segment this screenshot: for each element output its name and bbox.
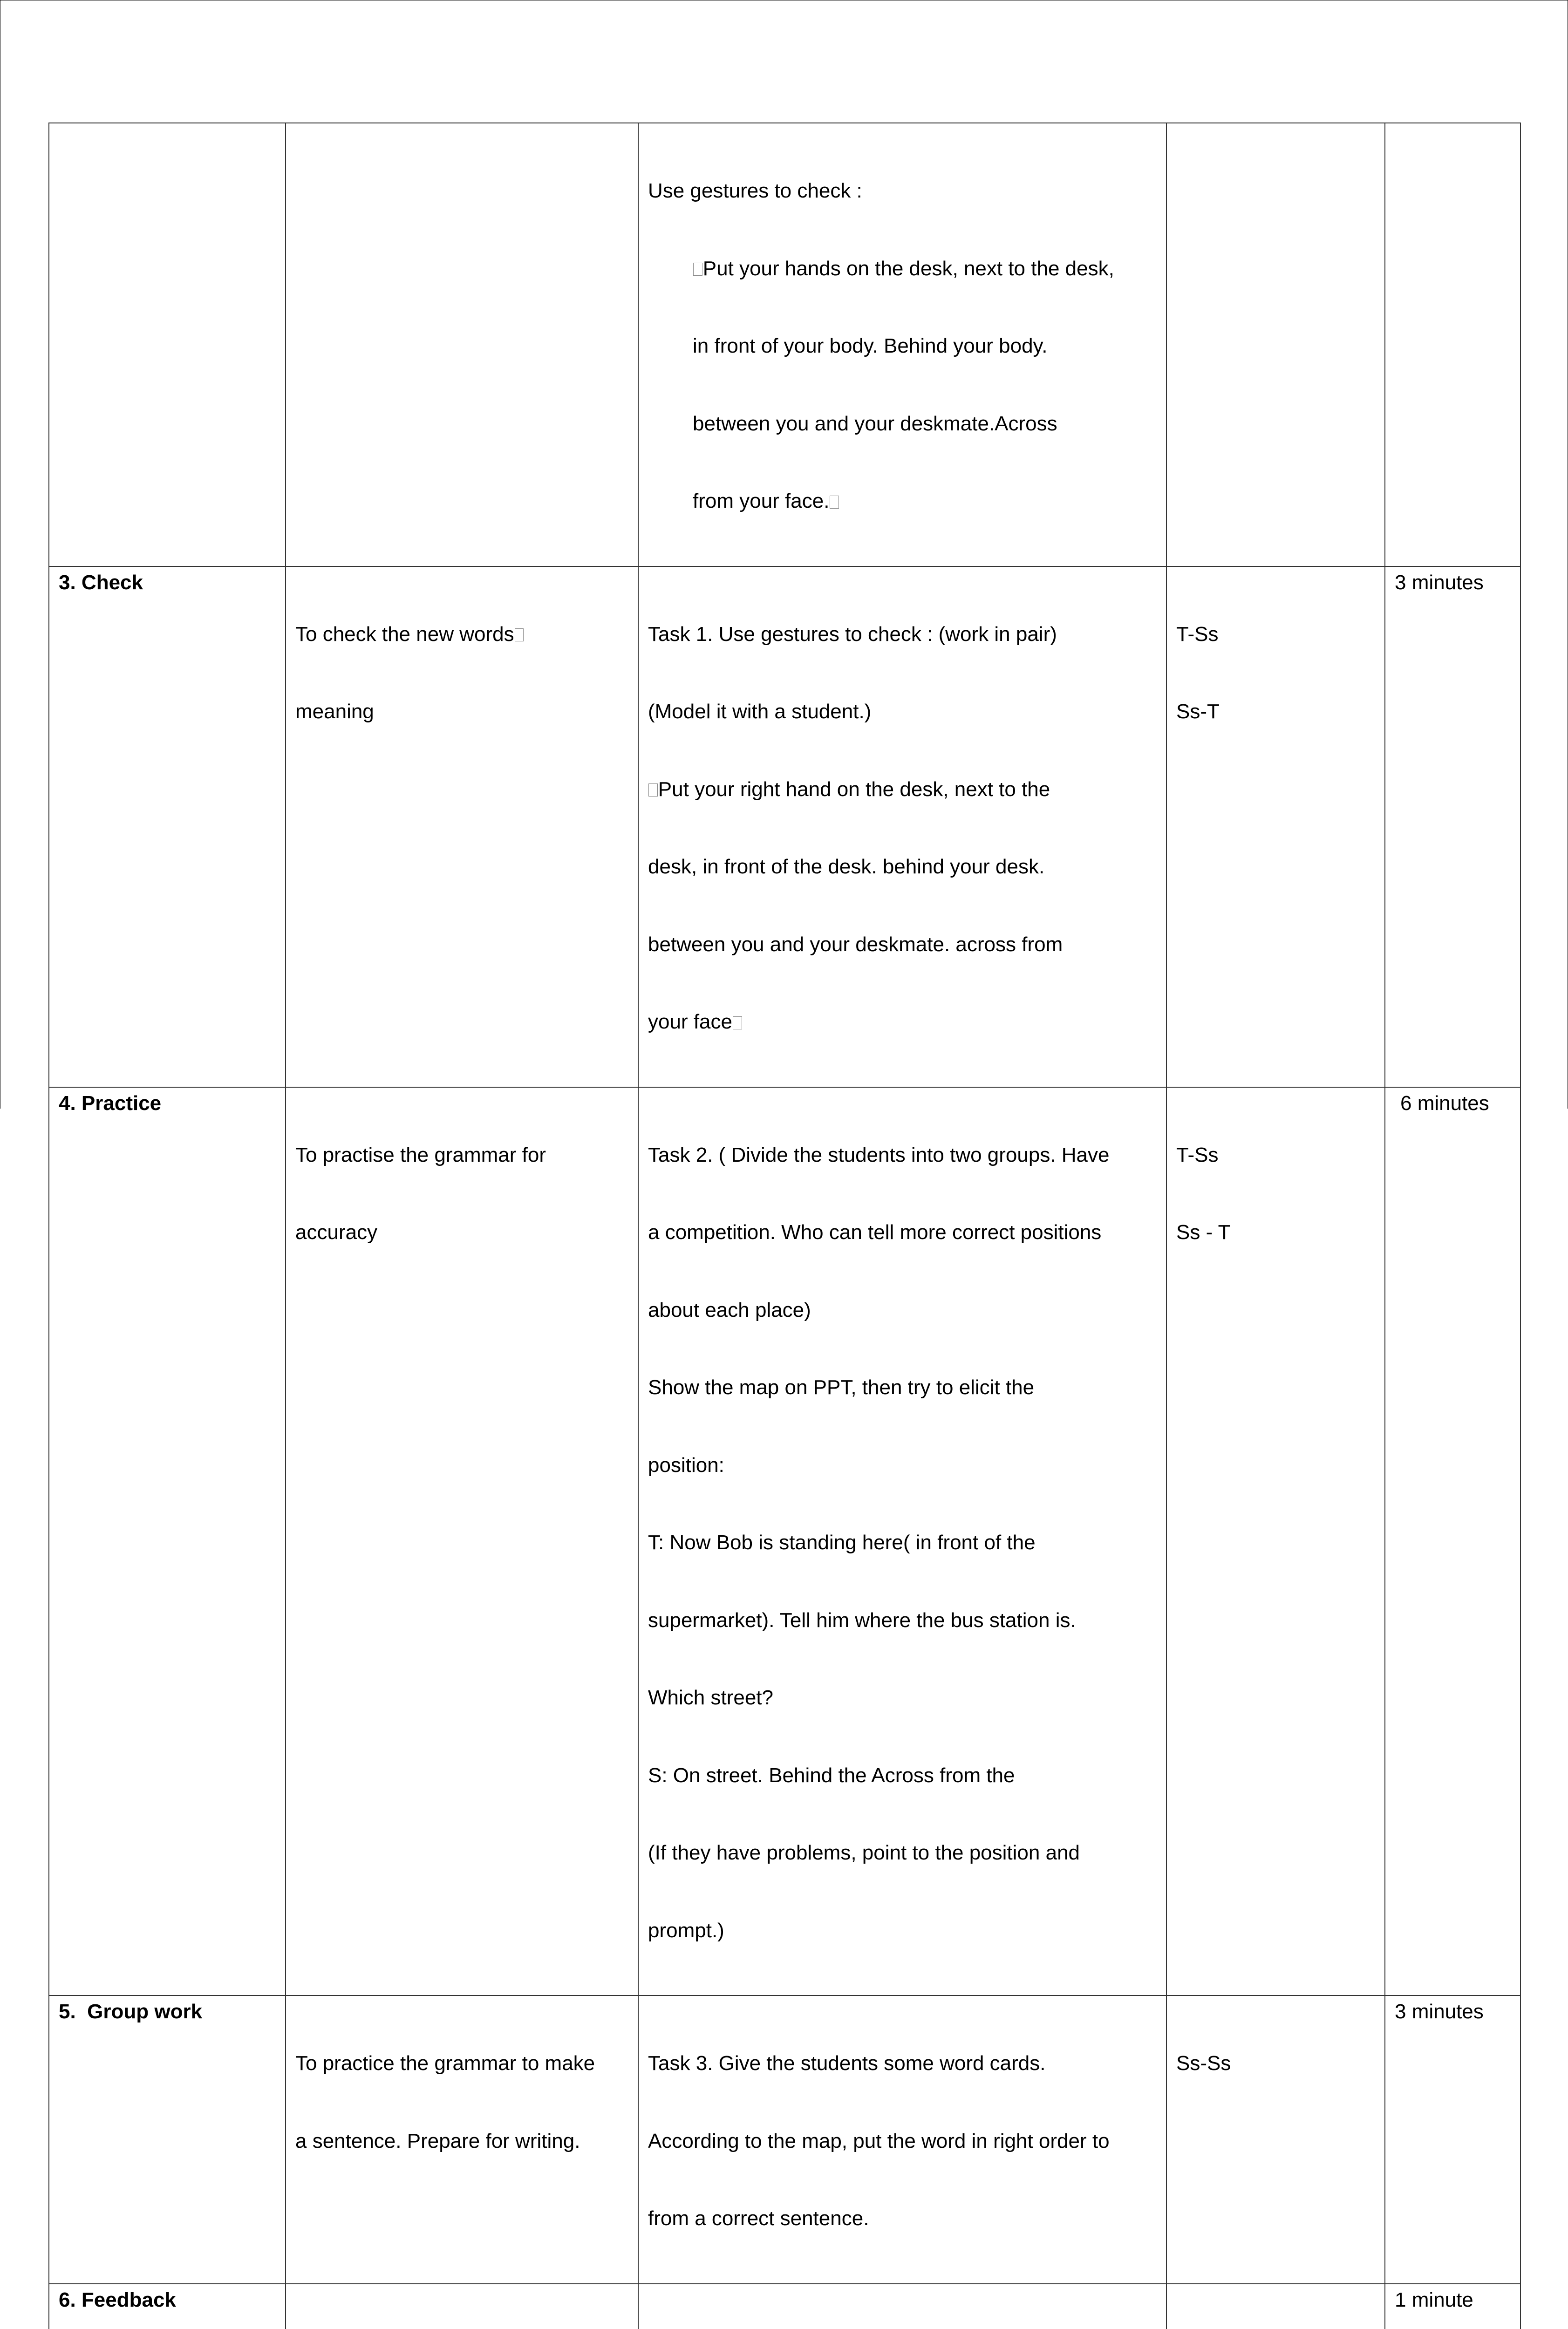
procedure-cell [638, 1087, 1166, 1996]
procedure-line: Use gestures to check : [648, 178, 1157, 204]
interaction-cell [1166, 566, 1385, 1087]
table-row [49, 123, 1520, 566]
aim-cell [286, 1995, 638, 2284]
procedure-line: Task 2. ( Divide the students into two groups. Have [648, 1142, 1157, 1168]
stage-cell: 6. Feedback [49, 2284, 286, 2329]
time-cell: 3 minutes [1385, 566, 1520, 1087]
procedure-line: from your face. [648, 488, 1157, 514]
missing-glyph-icon [693, 263, 702, 276]
interaction-line: Ss - T [1176, 1219, 1375, 1246]
interaction-cell [1166, 123, 1385, 566]
stage-cell [49, 123, 286, 566]
aim-line: a sentence. Prepare for writing. [295, 2128, 628, 2154]
procedure-line: (If they have problems, point to the position and [648, 1840, 1157, 1866]
aim-line: To practise the grammar for [295, 1142, 628, 1168]
procedure-line: from a correct sentence. [648, 2206, 1157, 2232]
table-row [49, 566, 1520, 1087]
procedure-cell [638, 1995, 1166, 2284]
table-row [49, 1995, 1520, 2284]
missing-glyph-icon [515, 628, 524, 641]
procedure-line: Show the map on PPT, then try to elicit the [648, 1375, 1157, 1401]
time-cell: 3 minutes [1385, 1995, 1520, 2284]
missing-glyph-icon [830, 496, 839, 509]
procedure-line: T: Now Bob is standing here( in front of the [648, 1530, 1157, 1556]
interaction-cell [1166, 2284, 1385, 2329]
procedure-line: Which street? [648, 1685, 1157, 1711]
interaction-cell [1166, 1087, 1385, 1996]
aim-cell [286, 1087, 638, 1996]
lesson-plan-table [48, 123, 1521, 2329]
procedure-line: S: On street. Behind the Across from the [648, 1763, 1157, 1789]
procedure-line: Task 3. Give the students some word cards. [648, 2050, 1157, 2077]
table-row [49, 2284, 1520, 2329]
aim-cell [286, 123, 638, 566]
procedure-line: between you and your deskmate.Across [648, 411, 1157, 437]
procedure-line: supermarket). Tell him where the bus station is. [648, 1607, 1157, 1634]
procedure-cell [638, 2284, 1166, 2329]
procedure-line: According to the map, put the word in right order to [648, 2128, 1157, 2154]
aim-line: accuracy [295, 1219, 628, 1246]
interaction-line: T-Ss [1176, 621, 1375, 647]
aim-cell [286, 2284, 638, 2329]
procedure-line: desk, in front of the desk. behind your desk. [648, 854, 1157, 880]
time-cell: 1 minute [1385, 2284, 1520, 2329]
interaction-line: Ss-Ss [1176, 2050, 1375, 2077]
interaction-cell [1166, 1995, 1385, 2284]
missing-glyph-icon [733, 1016, 742, 1029]
procedure-line: between you and your deskmate. across from [648, 932, 1157, 958]
procedure-cell [638, 123, 1166, 566]
procedure-line: Put your right hand on the desk, next to the [648, 776, 1157, 803]
stage-cell: 5. Group work [49, 1995, 286, 2284]
procedure-line: position: [648, 1452, 1157, 1478]
aim-line: To practice the grammar to make [295, 2050, 628, 2077]
procedure-line: Task 1. Use gestures to check : (work in pair) [648, 621, 1157, 647]
procedure-cell [638, 566, 1166, 1087]
stage-cell: 3. Check [49, 566, 286, 1087]
procedure-line: a competition. Who can tell more correct positions [648, 1219, 1157, 1246]
procedure-line: prompt.) [648, 1918, 1157, 1944]
aim-line: meaning [295, 699, 628, 725]
stage-cell: 4. Practice [49, 1087, 286, 1996]
missing-glyph-icon [648, 783, 658, 797]
procedure-line: (Model it with a student.) [648, 699, 1157, 725]
aim-line: To check the new words [295, 621, 628, 647]
interaction-line: Ss-T [1176, 699, 1375, 725]
procedure-line: your face [648, 1009, 1157, 1035]
time-cell: 6 minutes [1385, 1087, 1520, 1996]
table-row [49, 1087, 1520, 1996]
time-cell [1385, 123, 1520, 566]
interaction-line: T-Ss [1176, 1142, 1375, 1168]
procedure-line: Put your hands on the desk, next to the desk, [648, 256, 1157, 282]
procedure-line: about each place) [648, 1297, 1157, 1323]
aim-cell [286, 566, 638, 1087]
procedure-line: in front of your body. Behind your body. [648, 333, 1157, 359]
